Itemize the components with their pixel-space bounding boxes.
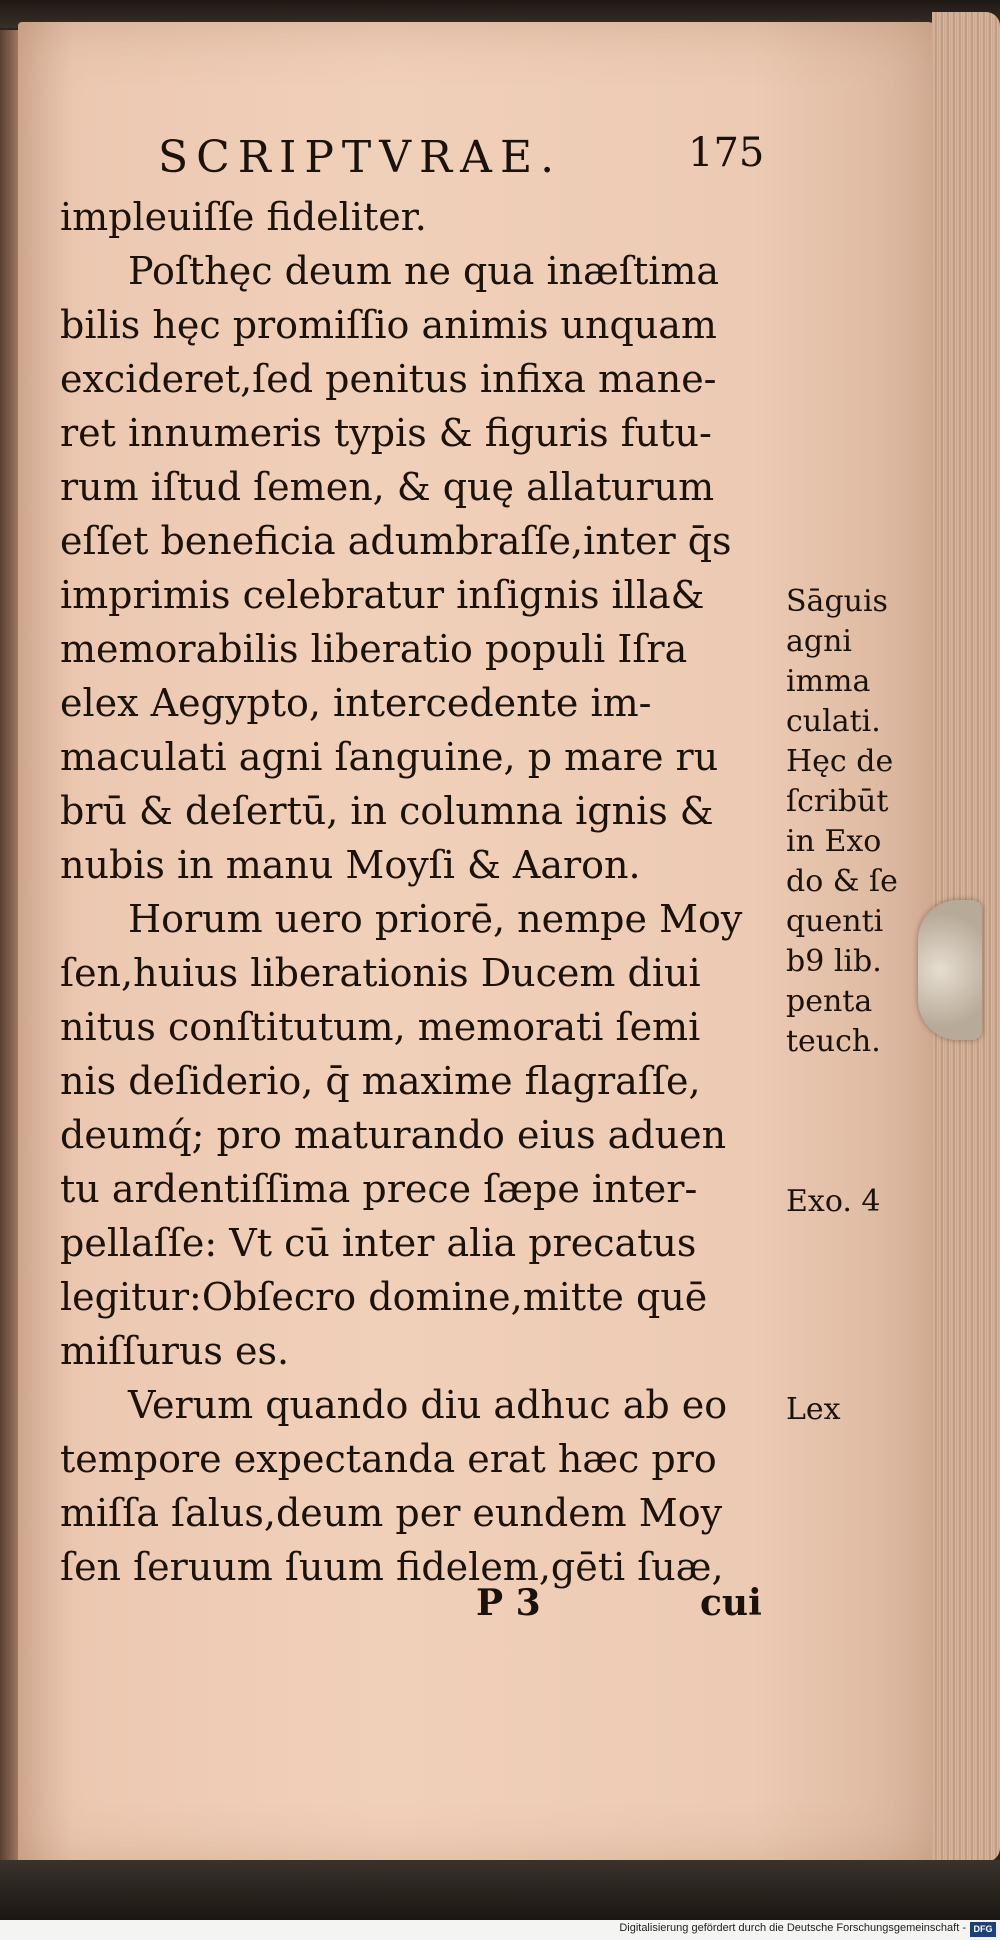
- text-line: Poſthęc deum ne qua inæſtima: [128, 249, 720, 293]
- text-line: legitur:Obſecro domine,mitte quē: [60, 1275, 708, 1319]
- margin-note-lex: [786, 1390, 841, 1430]
- footer-strip: [0, 1920, 1000, 1940]
- margin-note-exo: [786, 1182, 881, 1222]
- text-line: ret innumeris typis & figuris futu-: [60, 411, 712, 455]
- margin-note-line: do & ſe: [786, 864, 898, 899]
- margin-note-saguis: [786, 582, 898, 1062]
- body-text: [60, 190, 780, 1594]
- margin-note-line: agni: [786, 624, 853, 659]
- text-line: impleuiſſe fideliter.: [60, 195, 427, 239]
- margin-note-exo-text: Exo. 4: [786, 1184, 881, 1219]
- margin-note-line: culati.: [786, 704, 881, 739]
- running-head: SCRIPTVRAE.: [158, 132, 563, 183]
- text-line: miſſurus es.: [60, 1329, 290, 1373]
- margin-note-line: teuch.: [786, 1024, 881, 1059]
- margin-note-line: ſcribūt: [786, 784, 889, 819]
- text-line: memorabilis liberatio populi Iſra: [60, 627, 688, 671]
- scan-bottom-border: [0, 1860, 1000, 1920]
- margin-note-lex-text: Lex: [786, 1392, 841, 1427]
- text-line: nis deſiderio, q̄ maxime flagraſſe,: [60, 1059, 701, 1103]
- text-line: Horum uero priorē, nempe Moy: [128, 897, 743, 941]
- text-line: tempore expectanda erat hæc pro: [60, 1437, 717, 1481]
- catchword: cui: [700, 1582, 762, 1624]
- text-line: eſſet beneficia adumbraſſe,inter q̄s: [60, 519, 732, 563]
- text-line: nubis in manu Moyſi & Aaron.: [60, 843, 641, 887]
- book-clasp: [918, 900, 982, 1040]
- text-line: bilis hęc promiſſio animis unquam: [60, 303, 717, 347]
- margin-note-line: quenti: [786, 904, 884, 939]
- text-line: Verum quando diu adhuc ab eo: [128, 1383, 728, 1427]
- margin-note-line: penta: [786, 984, 873, 1019]
- text-line: ſen ſeruum ſuum fidelem,gēti ſuæ,: [60, 1545, 724, 1589]
- signature-mark: P 3: [476, 1582, 541, 1624]
- text-line: imprimis celebratur inſignis illa&: [60, 573, 705, 617]
- text-line: brū & deſertū, in columna ignis &: [60, 789, 714, 833]
- margin-note-line: in Exo: [786, 824, 882, 859]
- margin-note-line: Hęc de: [786, 744, 894, 779]
- text-line: elex Aegypto, intercedente im-: [60, 681, 652, 725]
- dfg-logo: DFG: [970, 1922, 996, 1937]
- margin-note-line: Sāguis: [786, 584, 888, 619]
- book-page: [18, 22, 938, 1867]
- page-number: 175: [688, 130, 765, 176]
- text-line: ſen,huius liberationis Ducem diui: [60, 951, 701, 995]
- text-line: deumq́; pro maturando eius aduen: [60, 1113, 727, 1157]
- text-line: rum iſtud ſemen, & quę allaturum: [60, 465, 715, 509]
- footer-credit: Digitalisierung gefördert durch die Deutsche Forschungsgemeinschaft -: [619, 1922, 966, 1934]
- text-line: tu ardentiſſima prece ſæpe inter-: [60, 1167, 698, 1211]
- text-line: pellaſſe: Vt cū inter alia precatus: [60, 1221, 697, 1265]
- text-line: miſſa ſalus,deum per eundem Moy: [60, 1491, 723, 1535]
- text-line: excideret,ſed penitus infixa mane-: [60, 357, 717, 401]
- margin-note-line: b9 lib.: [786, 944, 882, 979]
- text-line: nitus conſtitutum, memorati ſemi: [60, 1005, 701, 1049]
- text-line: maculati agni ſanguine, p mare ru: [60, 735, 719, 779]
- margin-note-line: imma: [786, 664, 871, 699]
